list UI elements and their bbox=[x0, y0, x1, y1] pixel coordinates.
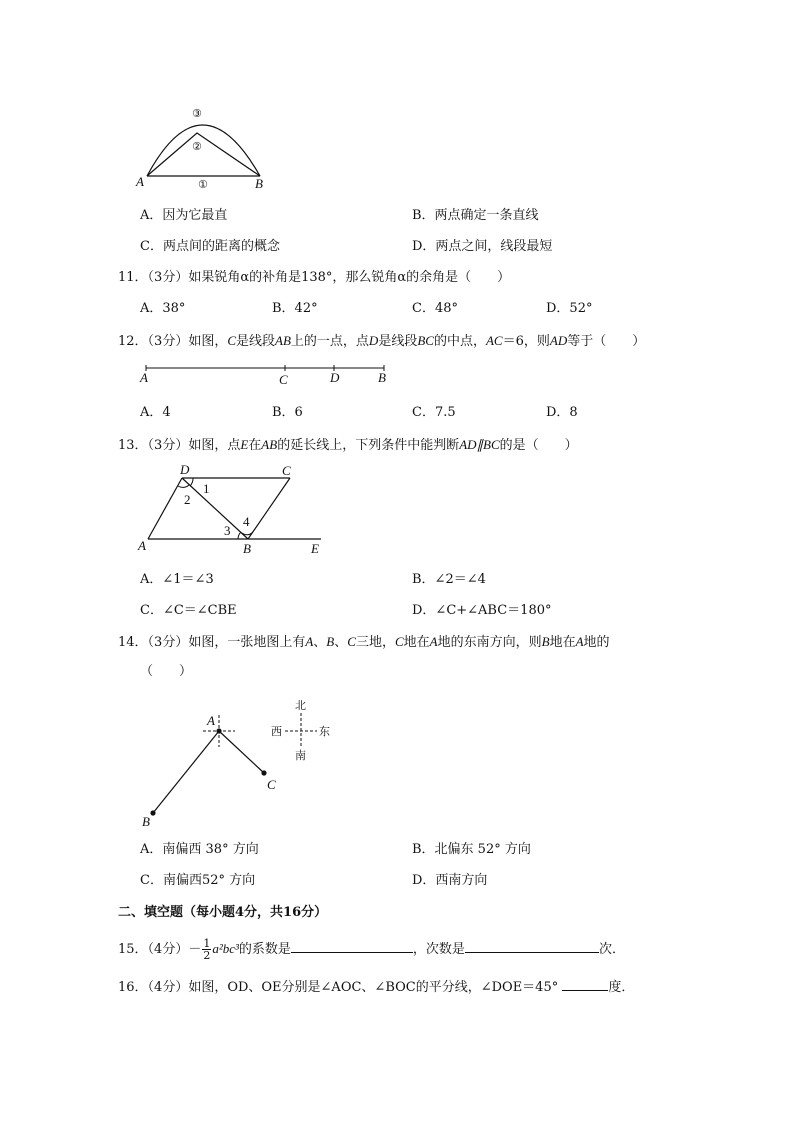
compass-west: 西 bbox=[271, 725, 282, 738]
label-C: C bbox=[279, 372, 288, 387]
label-E: E bbox=[311, 541, 319, 556]
compass-east: 东 bbox=[319, 725, 330, 738]
q11-option-a[interactable]: A．38° bbox=[140, 301, 186, 316]
q15-fraction: $\frac{1}{2}$ bbox=[203, 937, 211, 962]
q14-option-a[interactable]: A．南偏西 38° 方向 bbox=[140, 842, 259, 857]
angle-arc-2 bbox=[178, 485, 189, 487]
section-title-fill-in: 二、填空题（每小题4分，共16分） bbox=[118, 905, 328, 920]
label-B: B bbox=[255, 176, 263, 191]
q16-stem: 16．（4分）如图，OD、OE分别是∠AOC、∠BOC的平分线，∠DOE＝45° 度． bbox=[118, 977, 634, 996]
label-C: C bbox=[282, 463, 291, 478]
q12-option-b[interactable]: B．6 bbox=[272, 405, 303, 420]
q12-option-d[interactable]: D．8 bbox=[546, 405, 578, 420]
label-path3: ③ bbox=[192, 107, 202, 120]
figure-q12 bbox=[138, 360, 398, 390]
angle-arc-1 bbox=[190, 478, 193, 486]
q12-option-c[interactable]: C．7.5 bbox=[412, 405, 456, 420]
figure-q13 bbox=[135, 462, 335, 558]
line-BC bbox=[248, 478, 290, 539]
label-path1: ① bbox=[198, 178, 208, 191]
q15-stem: 15．（4分）－ $\frac{1}{2}$ a²bc³的系数是 ，次数是 次． bbox=[118, 937, 625, 962]
path-3-arc bbox=[147, 125, 260, 176]
q13-option-b[interactable]: B．∠2＝∠4 bbox=[412, 572, 486, 587]
q10-option-a[interactable]: A．因为它最直 bbox=[140, 208, 228, 223]
q14-option-c[interactable]: C．南偏西52° 方向 bbox=[140, 873, 256, 888]
q15-blank-coefficient[interactable] bbox=[291, 939, 413, 953]
compass-south: 南 bbox=[295, 749, 306, 762]
q10-option-b[interactable]: B．两点确定一条直线 bbox=[412, 208, 539, 223]
q13-option-c[interactable]: C．∠C＝∠CBE bbox=[140, 603, 237, 618]
path-2-broken bbox=[147, 133, 260, 176]
q11-option-c[interactable]: C．48° bbox=[412, 301, 458, 316]
compass-rose bbox=[271, 699, 330, 762]
label-angle-4: 4 bbox=[243, 514, 250, 529]
point-B bbox=[150, 810, 155, 815]
label-A: A bbox=[138, 538, 146, 553]
q12-stem: 12．（3分）如图，C是线段AB上的一点，点D是线段BC的中点，AC＝6，则AD等于（ ） bbox=[118, 333, 646, 349]
label-angle-2: 2 bbox=[184, 492, 191, 507]
line-DB bbox=[182, 478, 248, 539]
label-B: B bbox=[243, 541, 251, 556]
q15-blank-degree[interactable] bbox=[465, 939, 599, 953]
line-AC bbox=[219, 731, 264, 773]
label-path2: ② bbox=[192, 140, 202, 153]
figure-q10 bbox=[130, 100, 280, 195]
label-C: C bbox=[267, 777, 276, 792]
q12-option-a[interactable]: A．4 bbox=[140, 405, 171, 420]
angle-arc-3 bbox=[238, 532, 241, 539]
label-D: D bbox=[180, 462, 190, 477]
q11-option-d[interactable]: D．52° bbox=[546, 301, 593, 316]
label-A: A bbox=[136, 174, 144, 189]
q13-stem: 13．（3分）如图，点E在AB的延长线上，下列条件中能判断AD∥BC的是（ ） bbox=[118, 437, 578, 453]
q14-answer-paren: （ ） bbox=[140, 664, 193, 679]
figure-q14 bbox=[135, 693, 345, 833]
point-A bbox=[216, 728, 221, 733]
q10-option-d[interactable]: D．两点之间，线段最短 bbox=[412, 239, 553, 254]
q11-option-b[interactable]: B．42° bbox=[272, 301, 318, 316]
label-D: D bbox=[330, 370, 340, 385]
q10-option-c[interactable]: C．两点间的距离的概念 bbox=[140, 239, 280, 254]
label-B: B bbox=[142, 814, 150, 829]
point-C bbox=[261, 770, 266, 775]
q11-stem: 11．（3分）如果锐角α的补角是138°，那么锐角α的余角是（ ） bbox=[118, 270, 511, 285]
label-angle-1: 1 bbox=[203, 481, 210, 496]
compass-north: 北 bbox=[295, 699, 306, 712]
line-AB bbox=[153, 731, 219, 813]
line-AD bbox=[148, 478, 182, 539]
q14-option-b[interactable]: B．北偏东 52° 方向 bbox=[412, 842, 531, 857]
label-B: B bbox=[378, 370, 386, 385]
q14-stem: 14．（3分）如图，一张地图上有A、B、C三地，C地在A地的东南方向，则B地在A地的 bbox=[118, 634, 610, 650]
q13-option-a[interactable]: A．∠1＝∠3 bbox=[140, 572, 214, 587]
q16-blank[interactable] bbox=[562, 977, 608, 991]
q13-option-d[interactable]: D．∠C+∠ABC＝180° bbox=[412, 603, 552, 618]
label-A: A bbox=[140, 370, 148, 385]
label-A: A bbox=[207, 713, 215, 728]
label-angle-3: 3 bbox=[224, 523, 231, 538]
q14-option-d[interactable]: D．西南方向 bbox=[412, 873, 488, 888]
